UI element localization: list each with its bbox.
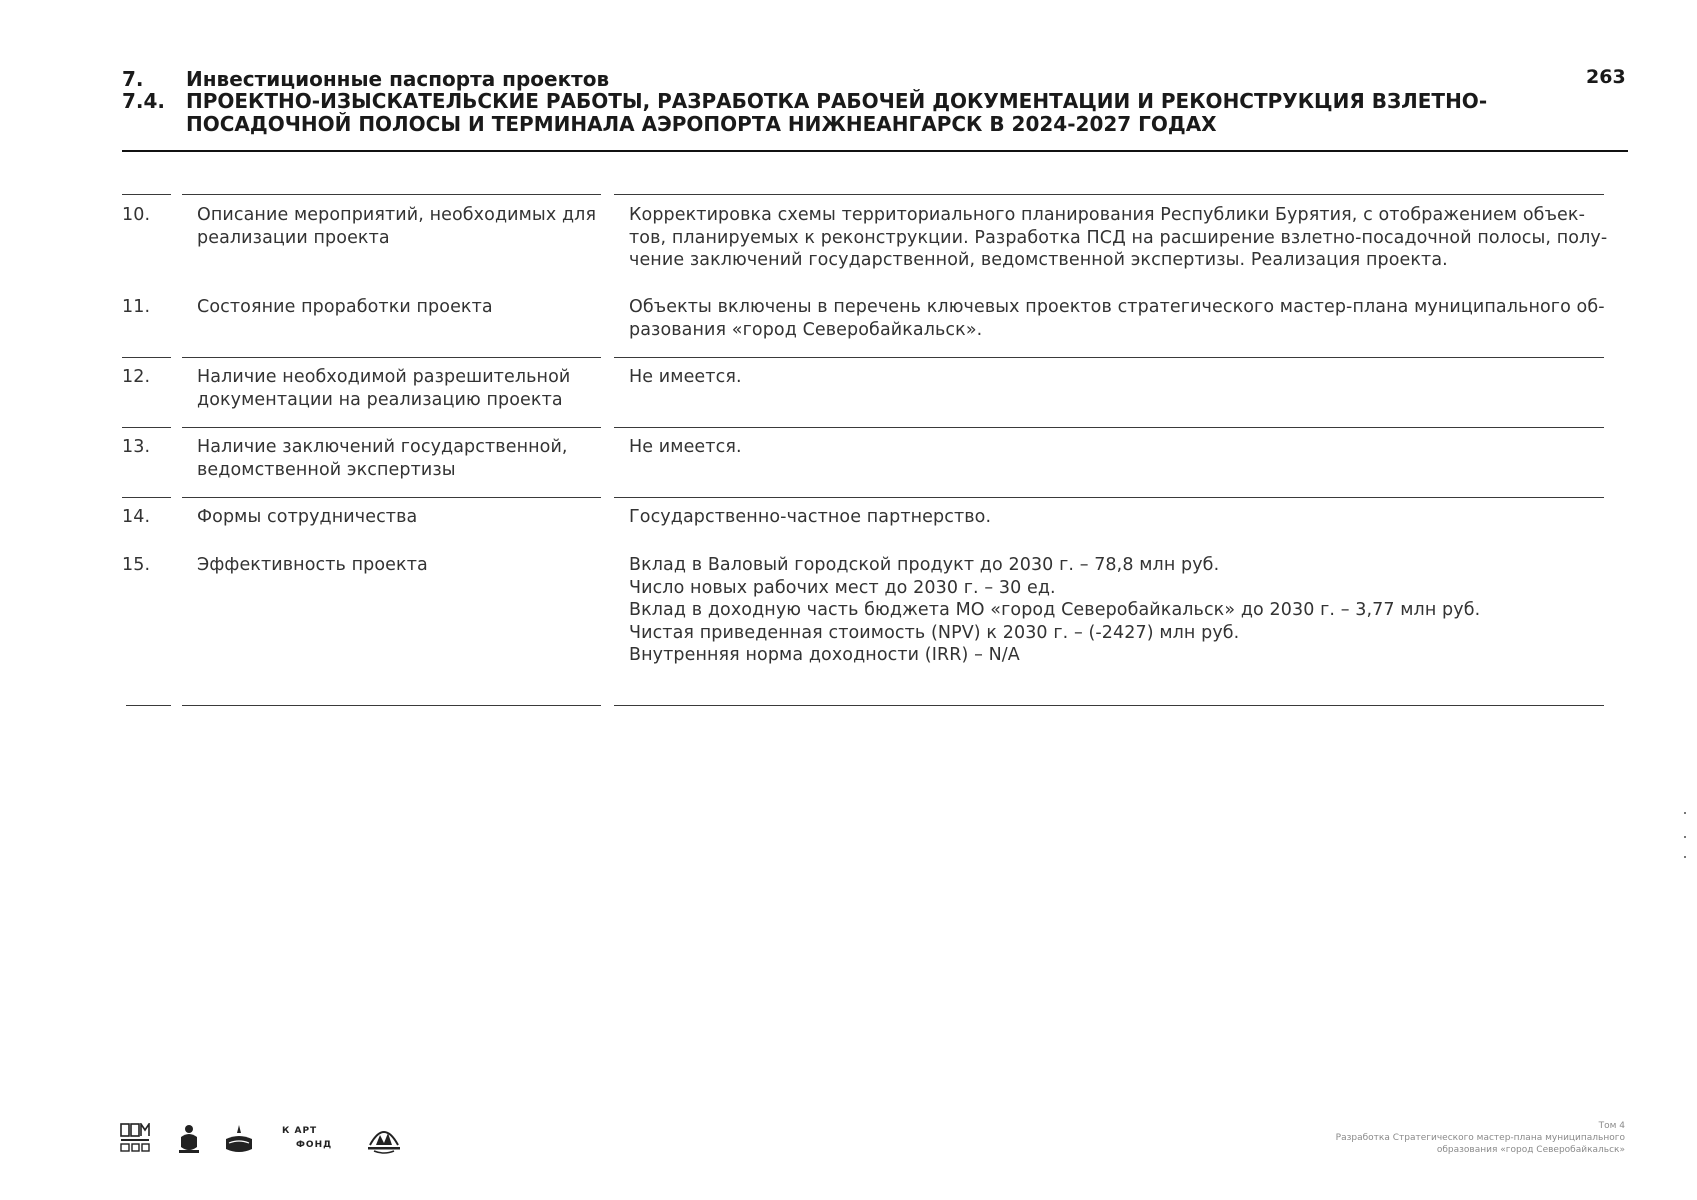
section-title-line2: ПОСАДОЧНОЙ ПОЛОСЫ И ТЕРМИНАЛА АЭРОПОРТА НИЖНЕАНГАРСК В 2024-2027 ГОДАХ [186, 112, 1217, 136]
row-value-line: Вклад в доходную часть бюджета МО «город Северобайкальск» до 2030 г. – 3,77 млн руб. [629, 600, 1481, 620]
edge-mark [1684, 836, 1686, 838]
edge-mark [1684, 812, 1686, 814]
row-value-line: Вклад в Валовый городской продукт до 2030 г. – 78,8 млн руб. [629, 555, 1220, 575]
row-value-line: чение заключений государственной, ведомственной экспертизы. Реализация проекта. [629, 250, 1448, 270]
table-rule [614, 357, 1604, 358]
severobaikalsk-emblem-logo [223, 1123, 255, 1159]
row-value [629, 366, 1604, 389]
table-rule [614, 194, 1604, 195]
table-rule [182, 497, 601, 498]
row-number: 10. [122, 205, 151, 225]
table-rule [122, 427, 171, 428]
row-label-line: Наличие заключений государственной, [197, 437, 568, 457]
table-rule [122, 357, 171, 358]
row-number: 13. [122, 437, 151, 457]
city-logo [366, 1123, 402, 1159]
row-label-line: документации на реализацию проекта [197, 389, 563, 410]
table-rule [182, 705, 601, 706]
row-value-line: Чистая приведенная стоимость (NPV) к 2030 г. – (-2427) млн руб. [629, 622, 1240, 643]
footer-note-line: Разработка Стратегического мастер-плана муниципального [1335, 1133, 1625, 1143]
row-value-line: Число новых рабочих мест до 2030 г. – 30 ед. [629, 577, 1056, 598]
row-label [197, 296, 607, 319]
table-rule [122, 497, 171, 498]
table-rule [182, 427, 601, 428]
row-label-line: Описание мероприятий, необходимых для [197, 205, 597, 225]
table-rule [182, 194, 601, 195]
section-heading [122, 90, 1487, 112]
chapter-heading [122, 68, 609, 90]
row-value-line: Не имеется. [629, 367, 742, 387]
row-value-line: Объекты включены в перечень ключевых проектов стратегического мастер-плана муниципального об- [629, 297, 1605, 317]
section-number: 7.4. [122, 89, 166, 113]
section-title-line1: ПРОЕКТНО-ИЗЫСКАТЕЛЬСКИЕ РАБОТЫ, РАЗРАБОТКА РАБОЧЕЙ ДОКУМЕНТАЦИИ И РЕКОНСТРУКЦИЯ ВЗЛЕТНО- [186, 89, 1488, 113]
row-number: 14. [122, 507, 151, 527]
table-rule [614, 427, 1604, 428]
table-rule [182, 357, 601, 358]
row-number: 12. [122, 367, 151, 387]
buryatia-emblem-logo [177, 1123, 201, 1159]
row-value [629, 506, 1604, 529]
row-number: 15. [122, 555, 151, 575]
row-label [197, 506, 607, 529]
table-rule [614, 497, 1604, 498]
row-label [197, 204, 607, 249]
row-number: 11. [122, 297, 151, 317]
row-label-line: Эффективность проекта [197, 555, 428, 575]
edge-mark [1684, 856, 1686, 858]
table-rule [614, 705, 1604, 706]
row-value-line: Внутренняя норма доходности (IRR) – N/A [629, 645, 1020, 665]
row-label-line: ведомственной экспертизы [197, 459, 456, 480]
kart-fond-logo [278, 1123, 338, 1157]
row-value-line: разования «город Северобайкальск». [629, 319, 983, 340]
row-value [629, 296, 1604, 341]
chapter-number: 7. [122, 67, 144, 91]
footer-note-line: образования «город Северобайкальск» [1436, 1145, 1625, 1155]
table-rule [126, 705, 171, 706]
footer-note-line: Том 4 [1598, 1121, 1625, 1131]
page-header [122, 66, 1628, 152]
row-value [629, 204, 1608, 272]
table-rule [122, 194, 171, 195]
row-label-line: реализации проекта [197, 227, 390, 248]
svg-text:К АРТ: К АРТ [282, 1126, 318, 1136]
row-label [197, 436, 607, 481]
row-label-line: Состояние проработки проекта [197, 297, 493, 317]
page-number: 263 [1586, 66, 1626, 88]
footer-note [1205, 1120, 1625, 1156]
row-label-line: Наличие необходимой разрешительной [197, 367, 571, 387]
row-value-line: тов, планируемых к реконструкции. Разработка ПСД на расширение взлетно-посадочной полосы, полу- [629, 227, 1608, 248]
row-value-line: Не имеется. [629, 437, 742, 457]
row-label [197, 554, 607, 577]
row-value-line: Корректировка схемы территориального планирования Республики Бурятия, с отображением объек- [629, 205, 1585, 225]
row-label [197, 366, 607, 411]
row-value [629, 436, 1604, 459]
row-label-line: Формы сотрудничества [197, 507, 418, 527]
row-value-line: Государственно-частное партнерство. [629, 507, 992, 527]
svg-text:ФОНД: ФОНД [296, 1140, 333, 1150]
chapter-title: Инвестиционные паспорта проектов [186, 67, 610, 91]
row-value [629, 554, 1604, 667]
dom-rf-logo [120, 1123, 152, 1157]
